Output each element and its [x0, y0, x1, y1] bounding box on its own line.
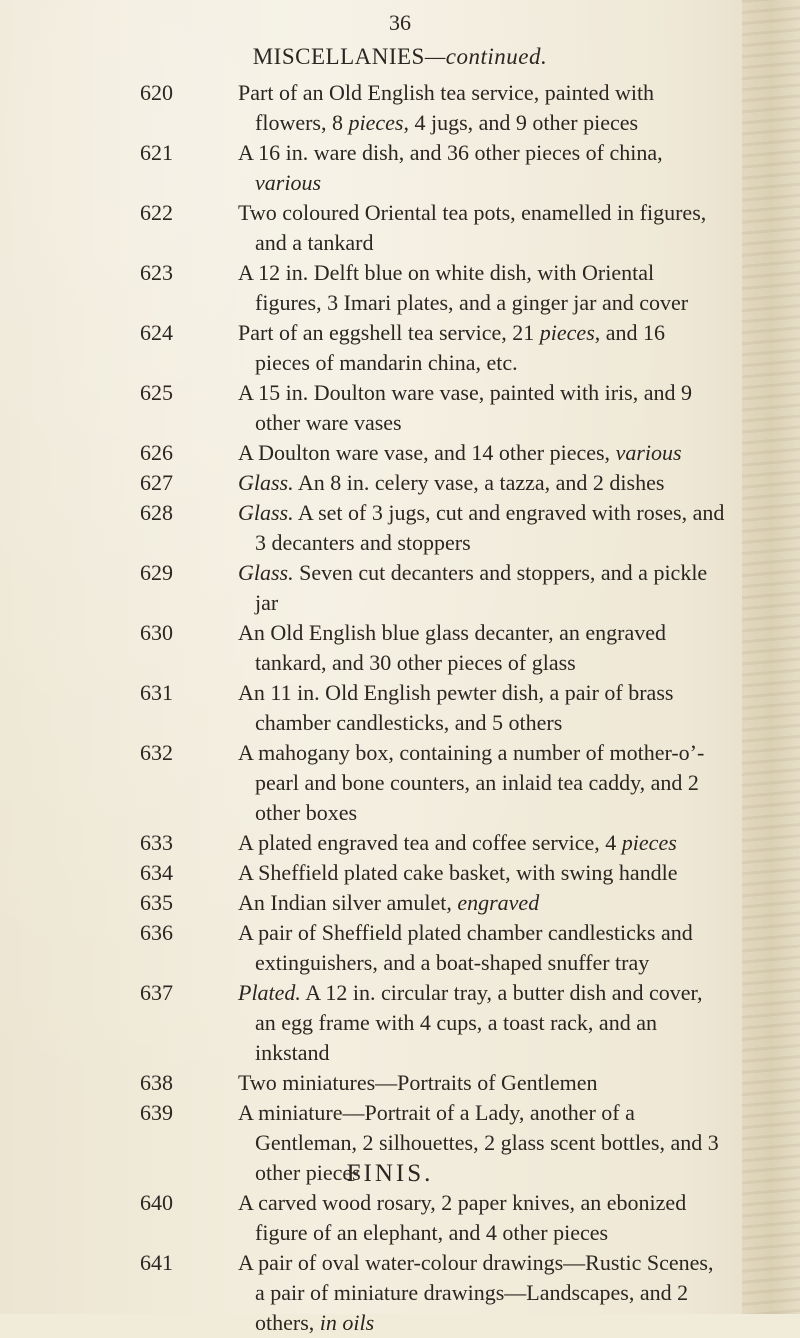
lot-text: A plated engraved tea and coffee service, 4 — [238, 830, 622, 855]
lot-description — [238, 468, 725, 498]
lot-number: 638 — [140, 1070, 173, 1095]
lot-number: 637 — [140, 980, 173, 1005]
lot-text: A set of 3 jugs, cut and engraved with roses, and 3 decanters and stoppers — [255, 500, 725, 555]
lot-description — [238, 678, 725, 738]
lot-entry — [0, 618, 740, 678]
lot-entry — [0, 858, 740, 888]
lot-number: 634 — [140, 860, 173, 885]
page-number: 36 — [389, 10, 411, 35]
lot-description — [238, 618, 725, 678]
lot-description — [238, 558, 725, 618]
lot-number: 627 — [140, 470, 173, 495]
lot-number: 641 — [140, 1250, 173, 1275]
lot-entry — [0, 498, 740, 558]
lot-text: A pair of Sheffield plated chamber candlesticks and extinguishers, and a boat-shaped snuffer tray — [238, 920, 693, 975]
lot-text: A 12 in. Delft blue on white dish, with Oriental figures, 3 Imari plates, and a ginger jar and cover — [238, 260, 689, 315]
lot-description — [238, 438, 725, 468]
lot-number: 640 — [140, 1190, 173, 1215]
lot-number: 628 — [140, 500, 173, 525]
lot-number: 620 — [140, 80, 173, 105]
lot-description — [238, 888, 725, 918]
lot-number: 633 — [140, 830, 173, 855]
lot-number: 625 — [140, 380, 173, 405]
lot-text: A 12 in. circular tray, a butter dish and cover, an egg frame with 4 cups, a toast rack, and an inkstand — [255, 980, 703, 1065]
lot-italic-text: various — [615, 440, 682, 465]
lot-text: , 4 jugs, and 9 other pieces — [403, 110, 639, 135]
lot-number: 621 — [140, 140, 173, 165]
lot-entry — [0, 378, 740, 438]
lot-text: Part of an eggshell tea service, 21 — [238, 320, 540, 345]
lot-description — [238, 198, 725, 258]
lot-text: A Sheffield plated cake basket, with swing handle — [238, 860, 678, 885]
lot-entry — [0, 438, 740, 468]
lot-text: A miniature—Portrait of a Lady, another of a Gentleman, 2 silhouettes, 2 glass scent bottles, and 3 other pieces — [238, 1100, 719, 1185]
lot-entry — [0, 828, 740, 858]
section-heading — [0, 44, 800, 70]
lot-list — [0, 78, 740, 1338]
section-title: MISCELLANIES — [252, 44, 425, 69]
lot-description — [238, 1248, 725, 1338]
lot-text: An Old English blue glass decanter, an engraved tankard, and 30 other pieces of glass — [238, 620, 666, 675]
lot-text: Two coloured Oriental tea pots, enamelled in figures, and a tankard — [238, 200, 707, 255]
lot-description — [238, 378, 725, 438]
lot-entry — [0, 918, 740, 978]
lot-italic-text: various — [255, 170, 321, 195]
lot-number: 623 — [140, 260, 173, 285]
lot-entry — [0, 468, 740, 498]
section-continued: —continued. — [424, 44, 548, 69]
lot-number: 629 — [140, 560, 173, 585]
lot-text: Two miniatures—Portraits of Gentlemen — [238, 1070, 598, 1095]
lot-description — [238, 828, 725, 858]
lot-description — [238, 918, 725, 978]
lot-text: A 15 in. Doulton ware vase, painted with iris, and 9 other ware vases — [238, 380, 692, 435]
lot-description — [238, 858, 725, 888]
lot-text: Seven cut decanters and stoppers, and a pickle jar — [255, 560, 708, 615]
lot-entry — [0, 198, 740, 258]
page-edge — [742, 0, 800, 1314]
lot-entry — [0, 1068, 740, 1098]
lot-italic-text: Glass. — [238, 500, 294, 525]
lot-description — [238, 498, 725, 558]
lot-italic-text: engraved — [457, 890, 540, 915]
lot-text: A pair of oval water-colour drawings—Rustic Scenes, a pair of miniature drawings—Landscapes, and 2 others, — [238, 1250, 714, 1335]
lot-description — [238, 138, 725, 198]
lot-text: An 11 in. Old English pewter dish, a pair of brass chamber candlesticks, and 5 others — [238, 680, 674, 735]
lot-number: 626 — [140, 440, 173, 465]
lot-italic-text: Glass. — [238, 560, 294, 585]
lot-description — [238, 738, 725, 828]
lot-number: 624 — [140, 320, 173, 345]
lot-number: 639 — [140, 1100, 173, 1125]
lot-italic-text: pieces — [348, 110, 404, 135]
lot-description — [238, 978, 725, 1068]
lot-number: 622 — [140, 200, 173, 225]
lot-entry — [0, 888, 740, 918]
lot-entry — [0, 318, 740, 378]
lot-italic-text: Glass. — [238, 470, 294, 495]
lot-entry — [0, 738, 740, 828]
lot-entry — [0, 1248, 740, 1338]
lot-description — [238, 318, 725, 378]
lot-text: A Doulton ware vase, and 14 other pieces, — [238, 440, 616, 465]
lot-text: A 16 in. ware dish, and 36 other pieces of china, — [238, 140, 663, 165]
lot-entry — [0, 678, 740, 738]
lot-number: 635 — [140, 890, 173, 915]
finis: FINIS. — [346, 1160, 434, 1187]
lot-entry — [0, 558, 740, 618]
lot-italic-text: in oils — [319, 1310, 375, 1335]
lot-description — [238, 258, 725, 318]
lot-text: An Indian silver amulet, — [238, 890, 458, 915]
lot-italic-text: pieces — [621, 830, 677, 855]
lot-entry — [0, 258, 740, 318]
lot-description — [238, 78, 725, 138]
lot-entry — [0, 138, 740, 198]
lot-italic-text: pieces — [539, 320, 595, 345]
lot-text: A mahogany box, containing a number of mother-o’-pearl and bone counters, an inlaid tea caddy, and 2 other boxes — [238, 740, 705, 825]
lot-entry — [0, 1188, 740, 1248]
lot-number: 630 — [140, 620, 173, 645]
lot-number: 632 — [140, 740, 173, 765]
lot-number: 631 — [140, 680, 173, 705]
lot-number: 636 — [140, 920, 173, 945]
lot-text: A carved wood rosary, 2 paper knives, an ebonized figure of an elephant, and 4 other pieces — [238, 1190, 687, 1245]
lot-text: , and 16 pieces of mandarin china, etc. — [255, 320, 666, 375]
lot-entry — [0, 78, 740, 138]
lot-text: Part of an Old English tea service, painted with flowers, 8 — [238, 80, 655, 135]
lot-entry — [0, 978, 740, 1068]
lot-description — [238, 1068, 725, 1098]
lot-italic-text: Plated. — [238, 980, 301, 1005]
lot-description — [238, 1188, 725, 1248]
lot-text: An 8 in. celery vase, a tazza, and 2 dishes — [293, 470, 665, 495]
